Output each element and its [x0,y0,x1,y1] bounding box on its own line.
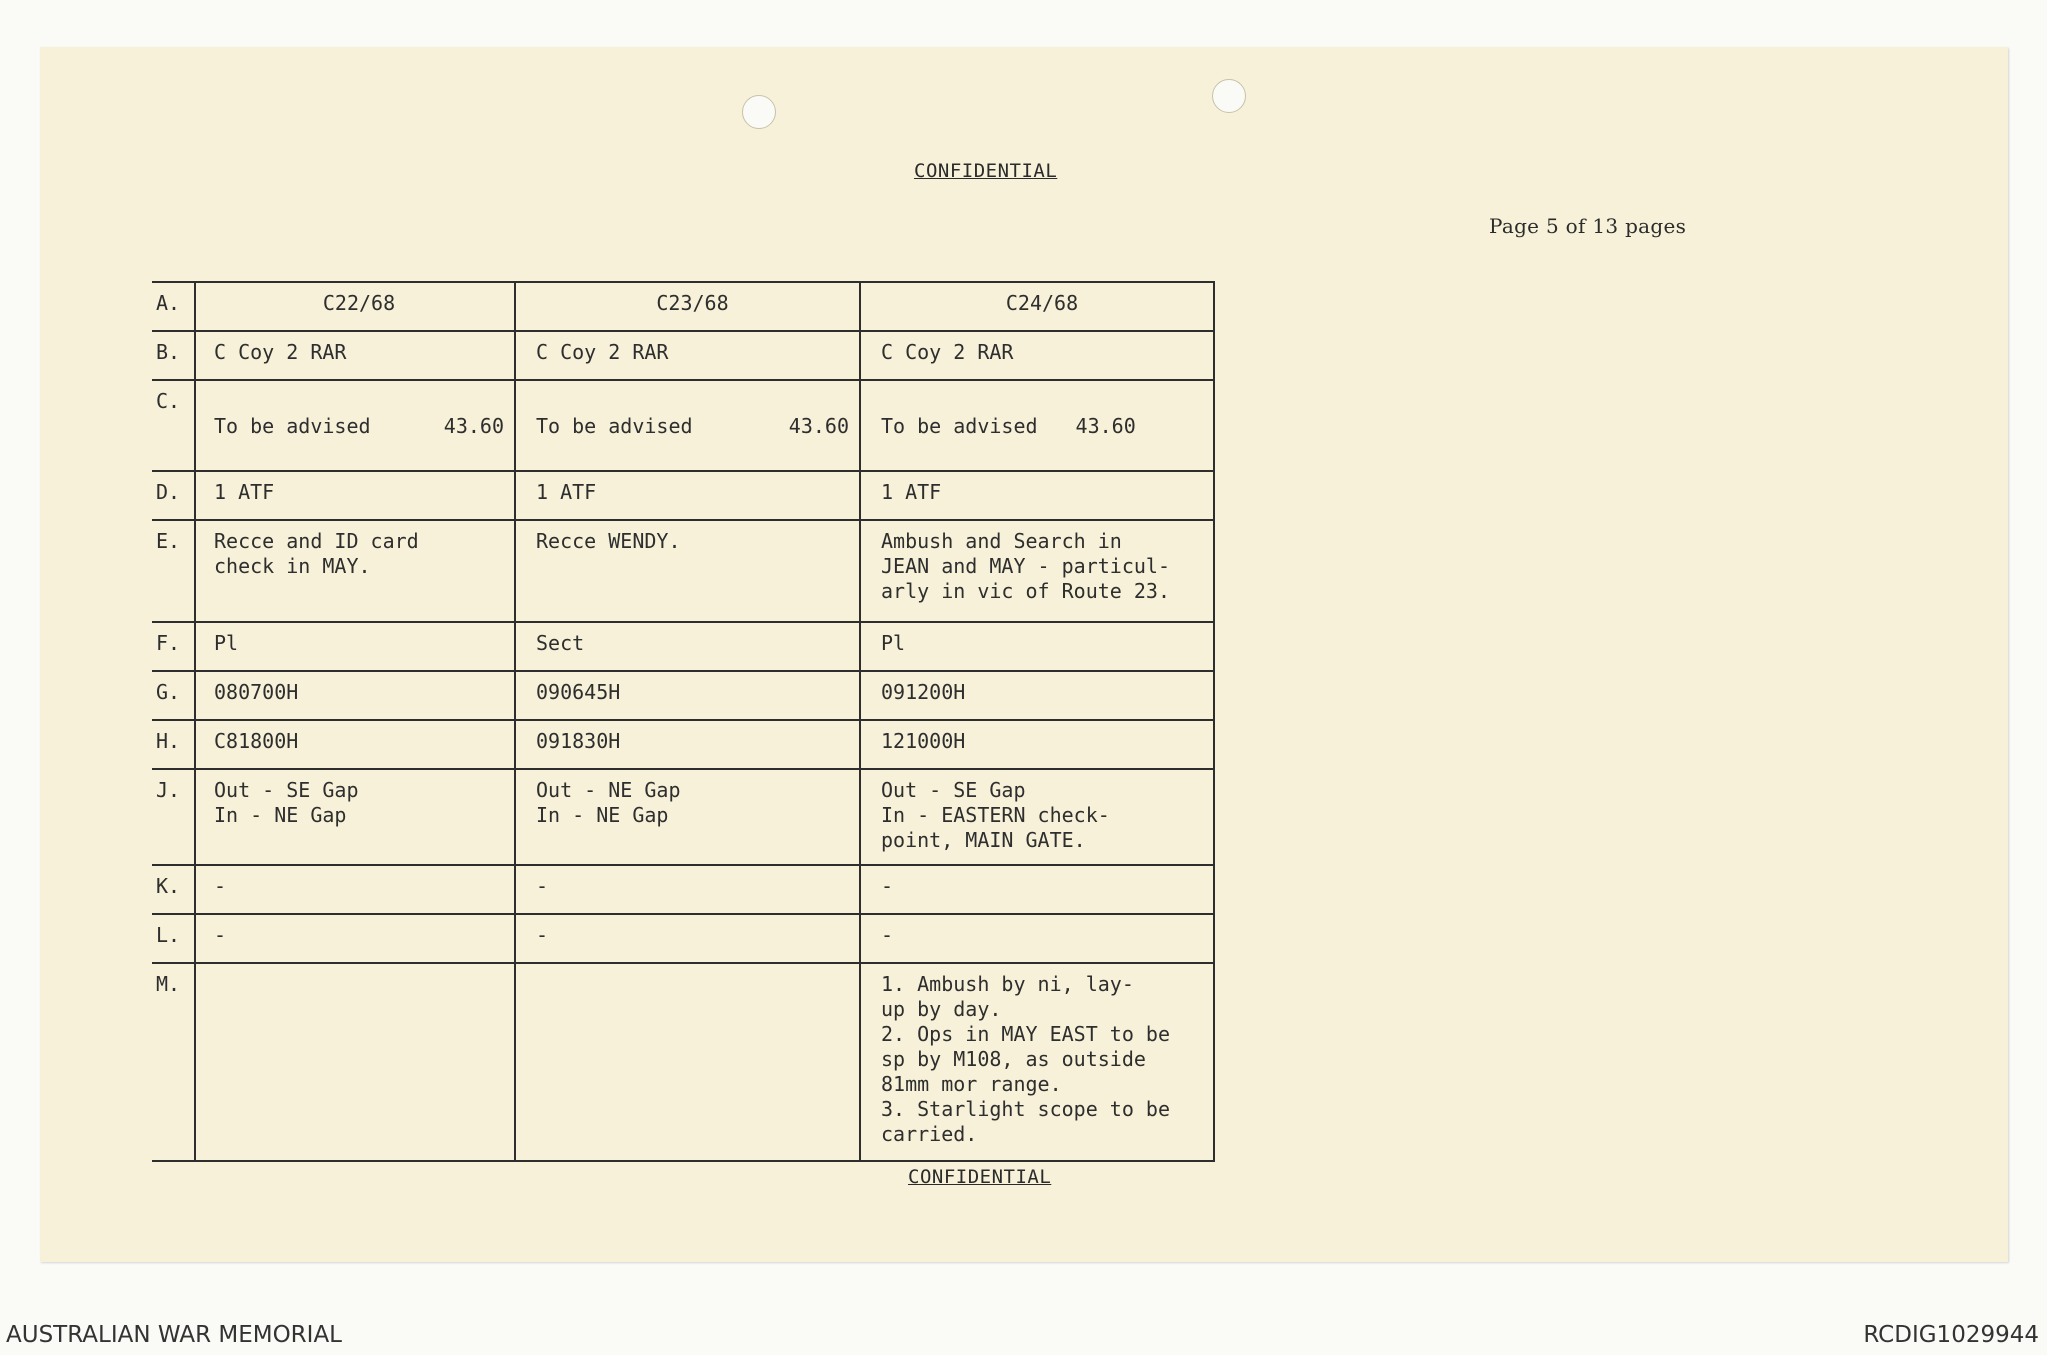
cell-value: 43.60 [443,414,504,438]
cell-text: To be advised [214,414,371,438]
cell-text: To be advised [536,414,693,438]
table-cell: C24/68 [860,282,1214,331]
table-cell: 1 ATF [860,471,1214,520]
table-cell: - [860,865,1214,914]
table-cell: C23/68 [515,282,860,331]
table-cell [195,963,515,1161]
table-row [152,914,1214,963]
table-row [152,865,1214,914]
table-row [152,769,1214,865]
table-cell [195,380,515,471]
archive-institution: AUSTRALIAN WAR MEMORIAL [6,1322,342,1348]
table-cell: Pl [195,622,515,671]
row-label: B. [152,331,195,380]
row-label: M. [152,963,195,1161]
punch-hole-right [1212,79,1246,113]
table-cell: 091200H [860,671,1214,720]
row-label: D. [152,471,195,520]
table-cell [515,380,860,471]
table-cell: 090645H [515,671,860,720]
row-label: E. [152,520,195,622]
table-cell [860,380,1214,471]
table-cell: Out - NE Gap In - NE Gap [515,769,860,865]
table-cell [515,963,860,1161]
table-cell: 091830H [515,720,860,769]
table-cell: 1. Ambush by ni, lay- up by day. 2. Ops in MAY EAST to be sp by M108, as outside 81mm mor range. 3. Starlight scope to be carried. [860,963,1214,1161]
row-label: F. [152,622,195,671]
row-label: C. [152,380,195,471]
table-row [152,282,1214,331]
table-cell: C22/68 [195,282,515,331]
table-row [152,471,1214,520]
row-label: A. [152,282,195,331]
cell-text: To be advised [881,414,1038,438]
table-cell: Pl [860,622,1214,671]
row-label: K. [152,865,195,914]
operations-table [152,281,1215,1162]
page-indicator: Page 5 of 13 pages [1489,214,1687,238]
table-cell: C Coy 2 RAR [195,331,515,380]
confidential-footer: CONFIDENTIAL [908,1166,1052,1188]
table-row [152,963,1214,1161]
table-cell: - [195,865,515,914]
table-cell: C Coy 2 RAR [515,331,860,380]
row-label: J. [152,769,195,865]
cell-value: 43.60 [1075,414,1136,438]
archive-item-id: RCDIG1029944 [1863,1322,2039,1348]
table-row [152,520,1214,622]
table-row [152,720,1214,769]
confidential-header: CONFIDENTIAL [914,160,1058,182]
table-cell: 1 ATF [515,471,860,520]
table-row [152,671,1214,720]
table-row [152,622,1214,671]
table-cell: C81800H [195,720,515,769]
table-cell: 1 ATF [195,471,515,520]
punch-hole-left [742,95,776,129]
table-cell: - [515,914,860,963]
row-label: H. [152,720,195,769]
table-row [152,380,1214,471]
row-label: L. [152,914,195,963]
table-row [152,331,1214,380]
table-cell: Out - SE Gap In - EASTERN check- point, MAIN GATE. [860,769,1214,865]
table-cell: Sect [515,622,860,671]
table-cell: - [195,914,515,963]
row-label: G. [152,671,195,720]
table-cell: Recce WENDY. [515,520,860,622]
table-cell: - [515,865,860,914]
table-cell: Recce and ID card check in MAY. [195,520,515,622]
table-cell: 080700H [195,671,515,720]
table-cell: Ambush and Search in JEAN and MAY - particul- arly in vic of Route 23. [860,520,1214,622]
table-cell: - [860,914,1214,963]
cell-value: 43.60 [788,414,849,438]
table-cell: Out - SE Gap In - NE Gap [195,769,515,865]
table-cell: 121000H [860,720,1214,769]
table-cell: C Coy 2 RAR [860,331,1214,380]
